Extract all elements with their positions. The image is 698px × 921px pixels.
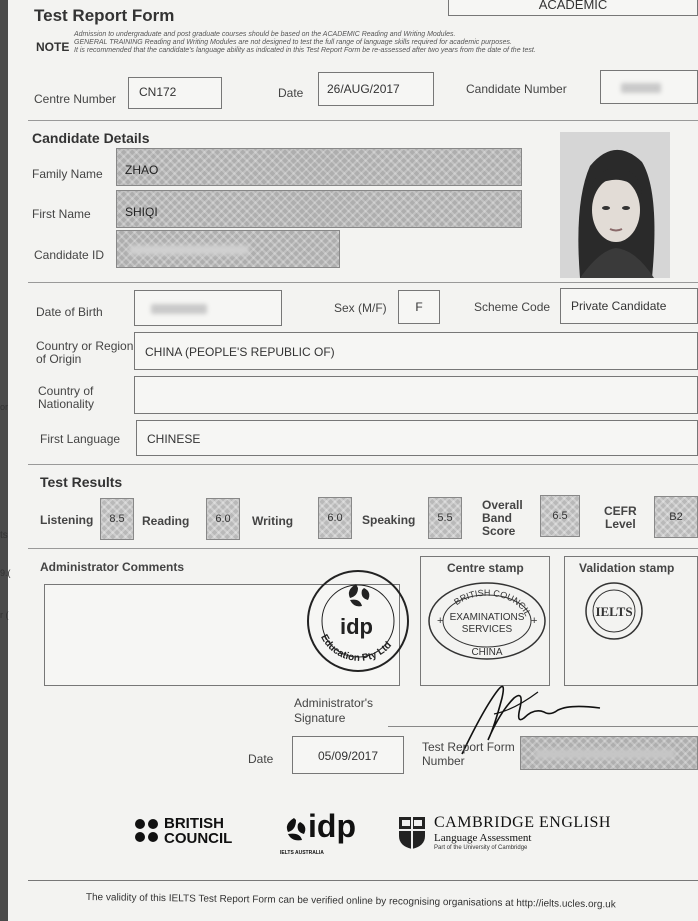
sex-field xyxy=(398,290,440,324)
issue-date-field xyxy=(292,736,404,774)
bc-stamp-mid-2: SERVICES xyxy=(461,624,513,635)
svg-text:+: + xyxy=(437,615,444,627)
issue-date-label: Date xyxy=(248,752,274,766)
british-council-dots-icon xyxy=(134,818,160,844)
bc-stamp-mid-1: EXAMINATIONS xyxy=(449,612,525,623)
centre-stamp-box xyxy=(420,556,550,686)
sex-value: F xyxy=(415,300,423,314)
svg-text:+: + xyxy=(531,615,538,627)
admin-signature-label xyxy=(294,696,373,726)
test-date-value: 26/AUG/2017 xyxy=(327,82,400,96)
divider xyxy=(28,120,698,121)
cambridge-logo-line-3: Part of the University of Cambridge xyxy=(434,845,528,851)
validation-stamp-label: Validation stamp xyxy=(579,561,675,575)
idp-leaf-icon xyxy=(280,816,310,846)
cambridge-shield-icon xyxy=(398,816,426,850)
idp-logo-text: idp xyxy=(308,808,356,844)
nationality-label: Country of Nationality xyxy=(38,384,95,411)
first-name-value: SHIQI xyxy=(125,205,158,219)
idp-logo-sub: IELTS AUSTRALIA xyxy=(280,850,324,856)
validation-stamp-box xyxy=(564,556,698,686)
ielts-stamp-text: IELTS xyxy=(595,604,633,619)
overall-label-line-3: Score xyxy=(482,524,516,538)
overall-band-label xyxy=(482,499,523,538)
idp-stamp-ring: Education Pty Ltd xyxy=(318,632,394,664)
family-name-value: ZHAO xyxy=(125,163,159,177)
module-box xyxy=(448,0,698,16)
margin-fragment: or xyxy=(0,402,9,412)
candidate-number-field xyxy=(600,70,698,104)
trf-number-field xyxy=(520,736,698,770)
overall-label-line-1: Overall xyxy=(482,498,523,512)
candidate-id-label: Candidate ID xyxy=(34,248,105,262)
divider xyxy=(28,282,698,283)
divider xyxy=(28,548,698,549)
candidate-number-label: Candidate Number xyxy=(466,82,567,96)
note-line-1: Admission to undergraduate and post graduate courses should be based on the ACADEMIC Reading and Writing Modules. xyxy=(74,31,456,38)
ielts-validation-stamp xyxy=(581,581,647,641)
margin-fragment: ts xyxy=(0,530,8,541)
candidate-id-redacted xyxy=(129,245,249,255)
scheme-code-value: Private Candidate xyxy=(571,299,667,313)
first-name-label: First Name xyxy=(32,207,91,221)
writing-label: Writing xyxy=(252,514,294,528)
trf-label-line-1: Test Report Form xyxy=(422,740,515,754)
writing-score: 6.0 xyxy=(318,497,352,539)
family-name-field xyxy=(116,148,522,186)
divider xyxy=(28,464,698,465)
candidate-photo-image xyxy=(560,132,670,278)
reading-label: Reading xyxy=(142,514,190,528)
speaking-score: 5.5 xyxy=(428,497,462,539)
form-title: Test Report Form xyxy=(34,6,175,25)
bc-logo-line-2: COUNCIL xyxy=(164,830,233,847)
bc-logo-line-1: BRITISH xyxy=(164,815,224,832)
scheme-code-label: Scheme Code xyxy=(474,300,551,314)
listening-score: 8.5 xyxy=(100,498,134,540)
speaking-label: Speaking xyxy=(362,513,416,527)
first-name-field xyxy=(116,190,522,228)
test-date-label: Date xyxy=(278,86,304,100)
cefr-level: B2 xyxy=(654,496,698,538)
first-language-label: First Language xyxy=(40,432,121,446)
test-results-title: Test Results xyxy=(40,474,123,490)
candidate-number-redacted xyxy=(621,83,661,93)
candidate-photo xyxy=(560,132,670,278)
note-text xyxy=(74,31,674,55)
centre-stamp-label: Centre stamp xyxy=(447,561,524,575)
listening-label: Listening xyxy=(40,513,94,527)
dob-field xyxy=(134,290,282,326)
bc-stamp-top: BRITISH COUNCIL xyxy=(452,587,534,618)
trf-label-line-2: Number xyxy=(422,754,465,768)
trf-number-redacted xyxy=(535,749,675,759)
country-origin-field xyxy=(134,332,698,370)
cefr-label xyxy=(604,505,637,531)
scheme-code-field xyxy=(560,288,698,324)
test-date-field xyxy=(318,72,434,106)
admin-comments-label: Administrator Comments xyxy=(40,560,185,574)
country-origin-label: Country or Region of Origin xyxy=(36,339,134,366)
family-name-label: Family Name xyxy=(32,167,103,181)
centre-number-value: CN172 xyxy=(139,85,177,99)
trf-number-label xyxy=(422,740,515,768)
first-language-field xyxy=(136,420,698,456)
footer-divider xyxy=(28,880,698,881)
dob-label: Date of Birth xyxy=(36,305,103,319)
dob-redacted xyxy=(151,304,207,314)
country-origin-value: CHINA (PEOPLE'S REPUBLIC OF) xyxy=(145,345,335,359)
nationality-field xyxy=(134,376,698,414)
module-value: ACADEMIC xyxy=(538,0,608,12)
idp-stamp xyxy=(304,566,412,676)
overall-label-line-2: Band xyxy=(482,511,512,525)
bc-stamp-bottom: CHINA xyxy=(471,647,503,658)
sex-label: Sex (M/F) xyxy=(334,301,387,315)
signature-label-line-2: Signature xyxy=(294,711,346,725)
note-line-3: It is recommended that the candidate's language ability as indicated in this Test Report Form be re-assessed after two years from the date of the test. xyxy=(74,47,536,54)
issue-date-value: 05/09/2017 xyxy=(317,749,379,763)
cefr-label-line-1: CEFR xyxy=(604,504,637,518)
candidate-details-title: Candidate Details xyxy=(32,130,150,146)
centre-number-label: Centre Number xyxy=(34,92,117,106)
cambridge-logo-line-2: Language Assessment xyxy=(434,832,532,844)
first-language-value: CHINESE xyxy=(147,432,201,446)
reading-score: 6.0 xyxy=(206,498,240,540)
margin-fragment: r ( xyxy=(0,610,9,620)
centre-number-field xyxy=(128,77,222,109)
validity-statement: The validity of this IELTS Test Report Form can be verified online by recognising organisations at http://ielts.ucles.org.uk xyxy=(85,892,616,911)
cambridge-logo-line-1: CAMBRIDGE ENGLISH xyxy=(434,814,611,831)
british-council-logo-text xyxy=(164,816,232,846)
signature-label-line-1: Administrator's xyxy=(294,696,373,710)
note-line-2: GENERAL TRAINING Reading and Writing Modules are not designed to test the full range of language skills required for academic purposes. xyxy=(74,39,512,46)
note-label: NOTE xyxy=(36,40,70,54)
cefr-label-line-2: Level xyxy=(604,517,636,531)
idp-stamp-text: idp xyxy=(340,614,373,639)
overall-band-score: 6.5 xyxy=(540,495,580,537)
british-council-stamp xyxy=(425,579,549,663)
test-report-form xyxy=(8,0,698,921)
margin-fragment: 9.( xyxy=(0,568,11,578)
candidate-id-field xyxy=(116,230,340,268)
